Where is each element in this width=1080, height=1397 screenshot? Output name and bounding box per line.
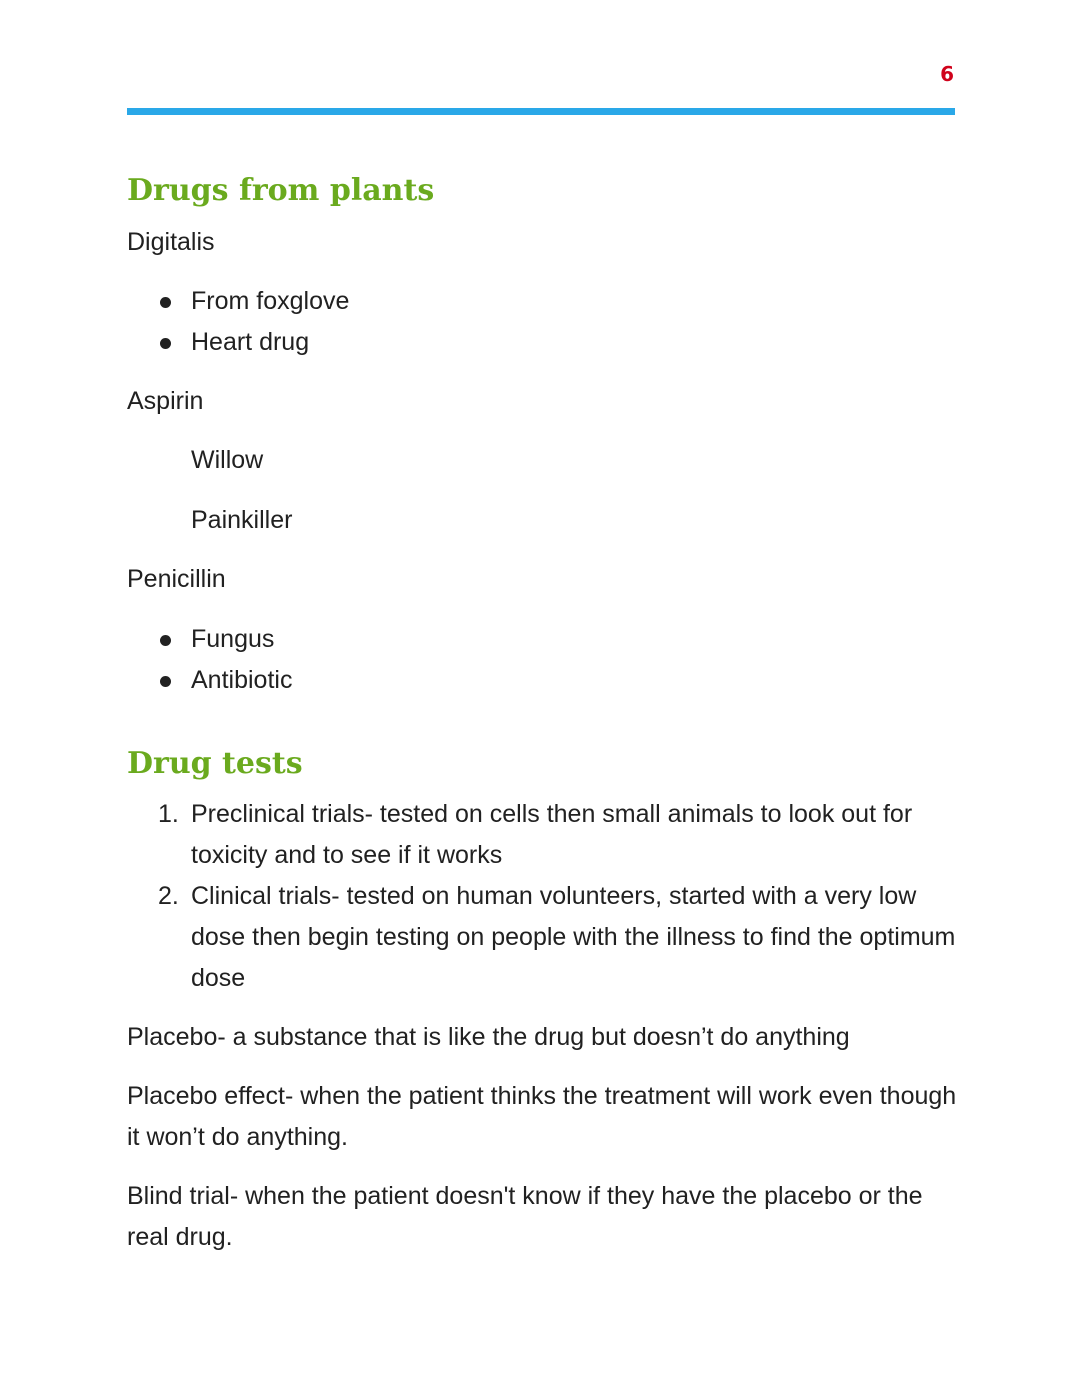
digitalis-label: Digitalis [127, 228, 215, 256]
list-item-text: Clinical trials- tested on human volunteers, started with a very low dose then begin testing on people with the illness to find the optimum dose [191, 882, 956, 992]
section-heading-drugs-from-plants: Drugs from plants [127, 173, 435, 208]
list-item-number: 1. [158, 800, 179, 828]
drug-test-steps [127, 794, 957, 999]
aspirin-source: Willow [191, 446, 264, 474]
list-item-text: Heart drug [191, 328, 310, 356]
aspirin-label: Aspirin [127, 387, 204, 415]
bullet-icon [160, 338, 171, 349]
document-body [127, 168, 957, 1258]
list-item [127, 794, 957, 876]
page-number: 6 [940, 62, 954, 86]
header-divider [127, 108, 955, 115]
penicillin-label: Penicillin [127, 565, 226, 593]
section-heading-drug-tests: Drug tests [127, 746, 303, 781]
list-item [127, 660, 957, 701]
penicillin-list [127, 619, 957, 701]
list-item [127, 322, 957, 363]
bullet-icon [160, 676, 171, 687]
list-item-text: Antibiotic [191, 666, 293, 694]
list-item-text: Fungus [191, 625, 275, 653]
blind-trial-definition: Blind trial- when the patient doesn't know if they have the placebo or the real drug. [127, 1182, 923, 1251]
list-item-text: From foxglove [191, 287, 350, 315]
list-item [127, 619, 957, 660]
list-item [127, 876, 957, 999]
bullet-icon [160, 297, 171, 308]
aspirin-use: Painkiller [191, 506, 293, 534]
list-item [127, 281, 957, 322]
list-item-number: 2. [158, 882, 179, 910]
bullet-icon [160, 635, 171, 646]
list-item-text: Preclinical trials- tested on cells then small animals to look out for toxicity and to see if it works [191, 800, 913, 869]
placebo-definition: Placebo- a substance that is like the drug but doesn’t do anything [127, 1023, 850, 1051]
placebo-effect-definition: Placebo effect- when the patient thinks the treatment will work even though it won’t do anything. [127, 1082, 957, 1151]
digitalis-list [127, 281, 957, 363]
